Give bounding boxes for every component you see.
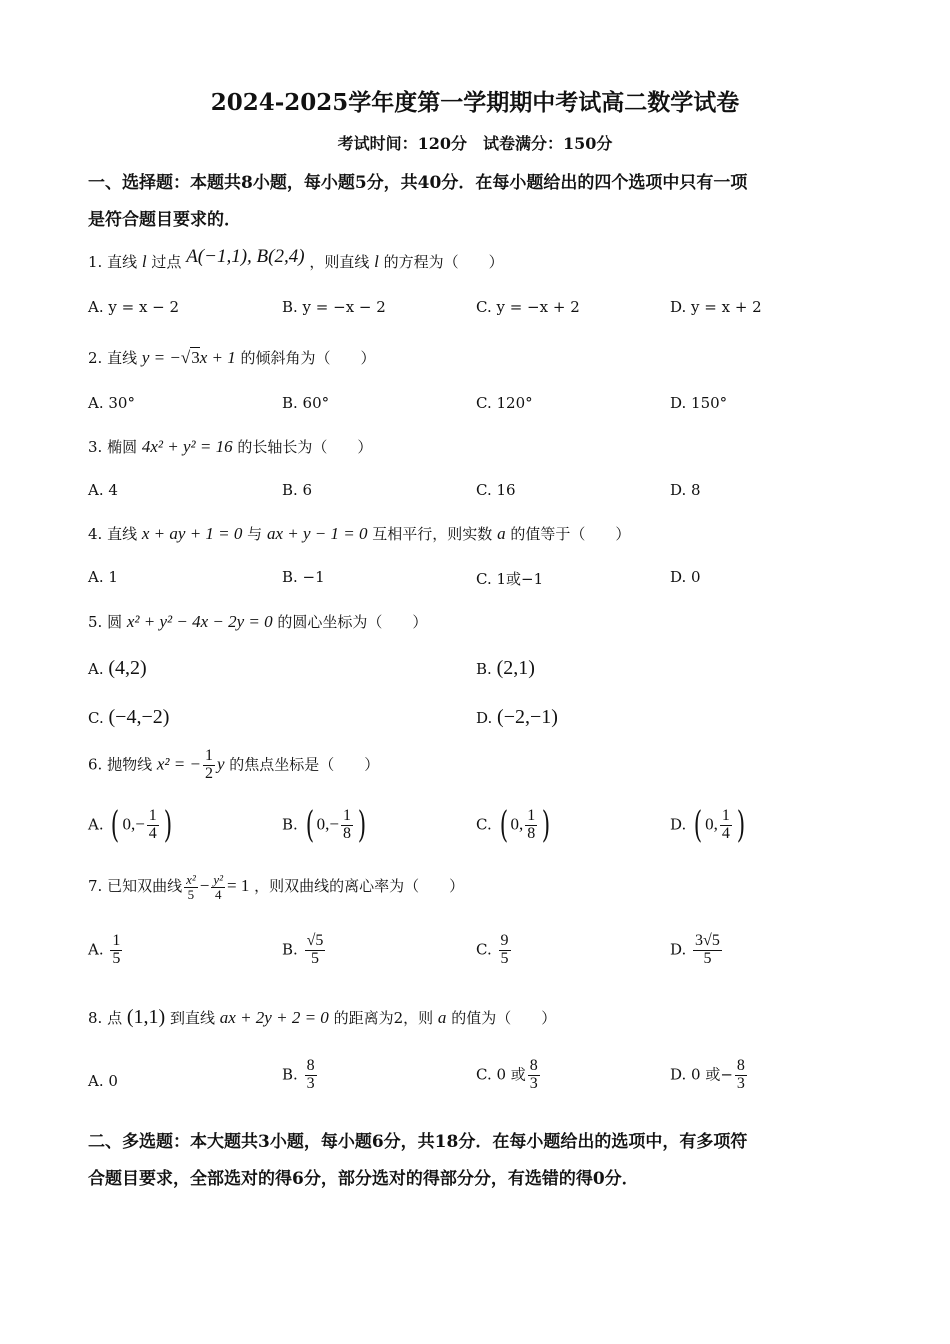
q2-option-a[interactable]: A. 30°	[88, 394, 135, 412]
q5-option-b[interactable]: B. (2,1)	[476, 657, 535, 679]
q4-option-a[interactable]: A. 1	[88, 568, 118, 586]
section-heading-line2: 是符合题目要求的．	[88, 210, 241, 230]
section2-heading-line1: 二、多选题：本大题共3小题，每小题6分，共18分．在每小题给出的选项中，有多项符	[88, 1132, 748, 1152]
q1-option-b[interactable]: B. y = −x − 2	[282, 298, 386, 316]
q5-option-c[interactable]: C. (−4,−2)	[88, 706, 170, 728]
q6-option-b[interactable]: B. ( 0,− $\frac{1}{8}$ )	[282, 805, 367, 846]
q4-option-d[interactable]: D. 0	[670, 568, 701, 586]
q2-option-b[interactable]: B. 60°	[282, 394, 330, 412]
q7-option-d[interactable]: D. $\frac{3√5}{5}$	[670, 932, 720, 967]
q8-option-b[interactable]: B. $\frac{8}{3}$	[282, 1057, 315, 1092]
q7-option-c[interactable]: C. $\frac{9}{5}$	[476, 932, 509, 967]
q2-option-d[interactable]: D. 150°	[670, 394, 728, 412]
q3-option-b[interactable]: B. 6	[282, 481, 313, 499]
q6-option-d[interactable]: D. ( 0, $\frac{1}{4}$ )	[670, 805, 746, 846]
q7-option-a[interactable]: A. $\frac{1}{5}$	[88, 932, 121, 967]
q8-option-d[interactable]: D. 0 或− $\frac{8}{3}$	[670, 1057, 745, 1092]
q6-option-c[interactable]: C. ( 0, $\frac{1}{8}$ )	[476, 805, 551, 846]
section2-heading-line2: 合题目要求，全部选对的得6分，部分选对的得部分分，有选错的得0分．	[88, 1169, 639, 1189]
q6-option-a[interactable]: A. ( 0,− $\frac{1}{4}$ )	[88, 805, 173, 846]
q2-option-c[interactable]: C. 120°	[476, 394, 533, 412]
question-8-stem: 8. 点 (1,1) 到直线 ax + 2y + 2 = 0 的距离为2，则 a 的值为（ ）	[88, 1006, 557, 1028]
exam-info: 考试时间：120分 试卷满分：150分	[337, 134, 613, 153]
question-3-stem: 3. 椭圆 4x² + y² = 16 的长轴长为（ ）	[88, 437, 373, 456]
q3-option-d[interactable]: D. 8	[670, 481, 701, 499]
question-5-stem: 5. 圆 x² + y² − 4x − 2y = 0 的圆心坐标为（ ）	[88, 612, 428, 631]
q4-option-b[interactable]: B. −1	[282, 568, 325, 586]
q3-option-c[interactable]: C. 16	[476, 481, 516, 499]
q1-option-d[interactable]: D. y = x + 2	[670, 298, 762, 316]
q1-option-a[interactable]: A. y = x − 2	[88, 298, 180, 316]
question-6-stem: 6. 抛物线 x² = − $\frac{1}{2}$ y 的焦点坐标是（ ）	[88, 747, 380, 782]
question-2-stem: 2. 直线 y = −√3x + 1 的倾斜角为（ ）	[88, 348, 376, 367]
q4-option-c[interactable]: C. 1或−1	[476, 570, 544, 588]
q3-option-a[interactable]: A. 4	[88, 481, 118, 499]
q1-option-c[interactable]: C. y = −x + 2	[476, 298, 580, 316]
question-1-stem: 1. 直线 l 过点 A(−1,1), B(2,4) ，则直线 l 的方程为（ ）	[88, 246, 504, 271]
section-heading-line1: 一、选择题：本题共8小题，每小题5分，共40分．在每小题给出的四个选项中只有一项	[88, 173, 748, 193]
q8-option-c[interactable]: C. 0 或 $\frac{8}{3}$	[476, 1057, 538, 1092]
page-title: 2024-2025学年度第一学期期中考试高二数学试卷	[210, 89, 740, 116]
q5-option-d[interactable]: D. (−2,−1)	[476, 706, 558, 728]
question-7-stem: 7. 已知双曲线 $\frac{\text{x²}}{5}$ − $\frac{\text{y²}}{4}$ = 1 ，则双曲线的离心率为（ ）	[88, 872, 465, 902]
q7-option-b[interactable]: B. $\frac{√5}{5}$	[282, 932, 324, 967]
q5-option-a[interactable]: A. (4,2)	[88, 657, 147, 679]
question-4-stem: 4. 直线 x + ay + 1 = 0 与 ax + y − 1 = 0 互相平行，则实数 a 的值等于（ ）	[88, 524, 631, 543]
q8-option-a[interactable]: A. 0	[88, 1072, 118, 1090]
